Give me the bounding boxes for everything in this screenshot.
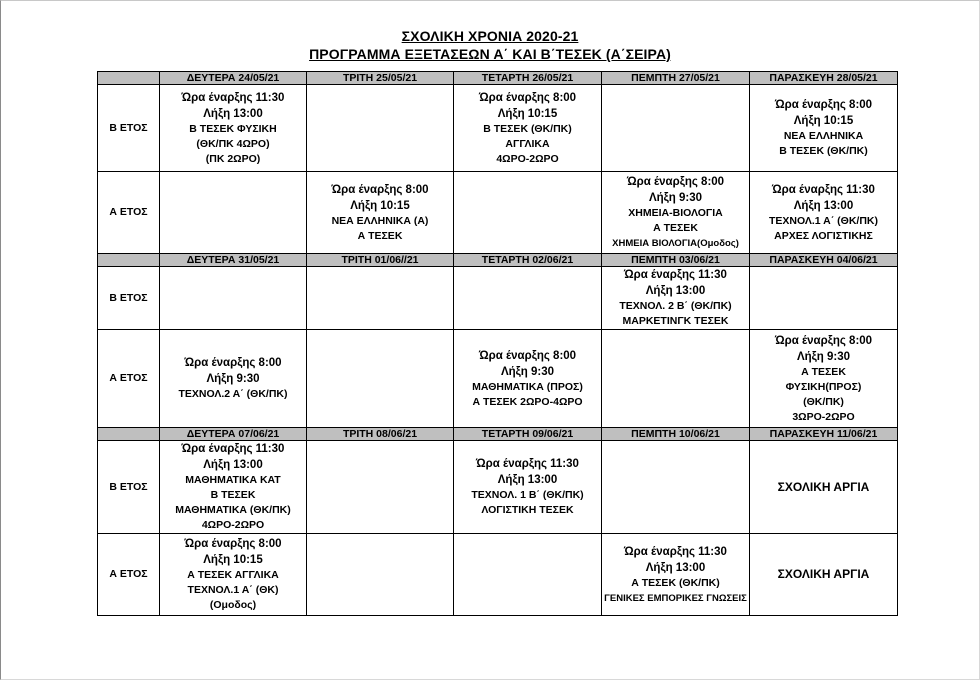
start-time: Ώρα έναρξης 11:30	[624, 269, 727, 281]
exam-detail: ΜΑΘΗΜΑΤΙΚΑ ΚΑΤ	[185, 474, 281, 486]
exam-detail: (ΘΚ/ΠΚ 4ΩΡΟ)	[196, 137, 270, 150]
empty-cell	[602, 85, 750, 172]
exam-cell	[750, 85, 898, 172]
day-header: ΤΕΤΑΡΤΗ 26/05/21	[454, 72, 602, 85]
empty-cell	[750, 267, 898, 330]
start-time: Ώρα έναρξης 8:00	[774, 99, 873, 111]
exam-detail: Β ΤΕΣΕΚ (ΘΚ/ΠΚ)	[779, 145, 868, 157]
table-row	[98, 534, 898, 616]
day-header: ΤΕΤΑΡΤΗ 09/06/21	[454, 428, 602, 441]
exam-detail: ΤΕΧΝΟΛ. 1 Β΄ (ΘΚ/ΠΚ)	[471, 489, 584, 501]
day-header: ΔΕΥΤΕΡΑ 07/06/21	[160, 428, 307, 441]
empty-cell	[307, 441, 454, 534]
day-header: ΔΕΥΤΕΡΑ 24/05/21	[160, 72, 307, 85]
year-label: Β ΕΤΟΣ	[98, 267, 160, 330]
exam-detail: Β ΤΕΣΕΚ (ΘΚ/ΠΚ)	[483, 122, 572, 135]
start-time: Ώρα έναρξης 11:30	[624, 545, 727, 558]
empty-cell	[307, 267, 454, 330]
year-label: Α ΕΤΟΣ	[98, 330, 160, 428]
end-time: Λήξη 13:00	[645, 285, 706, 297]
day-header: ΠΑΡΑΣΚΕΥΗ 04/06/21	[750, 254, 898, 267]
exam-detail: (ΘΚ/ΠΚ)	[803, 395, 844, 408]
exam-detail: ΤΕΧΝΟΛ.1 Α΄ (ΘΚ/ΠΚ)	[769, 214, 878, 227]
exam-cell	[307, 172, 454, 254]
day-header: ΠΕΜΠΤΗ 27/05/21	[602, 72, 750, 85]
exam-detail: ΝΕΑ ΕΛΛΗΝΙΚΑ	[783, 130, 864, 142]
table-row	[98, 85, 898, 172]
exam-detail: (Ομοδος)	[209, 599, 257, 611]
empty-cell	[307, 534, 454, 616]
start-time: Ώρα έναρξης 11:30	[181, 443, 285, 455]
exam-detail: Α ΤΕΣΕΚ	[653, 222, 698, 234]
start-time: Ώρα έναρξης 8:00	[184, 357, 282, 369]
end-time: Λήξη 13:00	[203, 459, 263, 471]
exam-detail: 3ΩΡΟ-2ΩΡΟ	[792, 410, 855, 423]
empty-cell	[160, 172, 307, 254]
end-time: Λήξη 13:00	[645, 561, 706, 574]
start-time: Ώρα έναρξης 8:00	[626, 176, 725, 188]
exam-detail: 4ΩΡΟ-2ΩΡΟ	[496, 152, 559, 165]
exam-detail: ΓΕΝΙΚΕΣ ΕΜΠΟΡΙΚΕΣ ΓΝΩΣΕΙΣ	[604, 592, 747, 604]
empty-cell	[307, 85, 454, 172]
exam-detail: ΝΕΑ ΕΛΛΗΝΙΚΑ (Α)	[331, 214, 429, 227]
day-header-row	[98, 428, 898, 441]
exam-detail: ΜΑΘΗΜΑΤΙΚΑ (ΠΡΟΣ)	[472, 380, 583, 393]
exam-cell	[160, 441, 307, 534]
header-corner-cell	[98, 254, 160, 267]
header-corner-cell	[98, 72, 160, 85]
end-time: Λήξη 9:30	[206, 373, 260, 385]
start-time: Ώρα έναρξης 8:00	[331, 183, 429, 196]
exam-detail: Α ΤΕΣΕΚ	[801, 365, 846, 378]
day-header: ΠΕΜΠΤΗ 10/06/21	[602, 428, 750, 441]
exam-detail: ΜΑΡΚΕΤΙΝΓΚ ΤΕΣΕΚ	[622, 315, 729, 327]
day-header: ΤΡΙΤΗ 08/06/21	[307, 428, 454, 441]
exam-cell	[454, 441, 602, 534]
end-time: Λήξη 10:15	[793, 115, 854, 127]
exam-detail: ΑΡΧΕΣ ΛΟΓΙΣΤΙΚΗΣ	[774, 229, 873, 242]
day-header: ΤΕΤΑΡΤΗ 02/06/21	[454, 254, 602, 267]
empty-cell	[454, 172, 602, 254]
exam-cell	[602, 267, 750, 330]
page-subtitle: ΠΡΟΓΡΑΜΜΑ ΕΞΕΤΑΣΕΩΝ Α΄ ΚΑΙ Β΄ΤΕΣΕΚ (Α΄ΣΕΙΡΑ)	[309, 46, 671, 62]
end-time: Λήξη 13:00	[793, 199, 854, 212]
exam-detail: Β ΤΕΣΕΚ	[210, 489, 256, 501]
day-header: ΠΑΡΑΣΚΕΥΗ 28/05/21	[750, 72, 898, 85]
exam-cell	[160, 534, 307, 616]
table-row	[98, 172, 898, 254]
exam-cell	[160, 85, 307, 172]
exam-cell	[602, 534, 750, 616]
exam-cell	[454, 85, 602, 172]
table-row	[98, 441, 898, 534]
day-header: ΤΡΙΤΗ 01/06//21	[307, 254, 454, 267]
exam-detail: ΤΕΧΝΟΛ. 2 Β΄ (ΘΚ/ΠΚ)	[619, 300, 732, 312]
end-time: Λήξη 10:15	[203, 554, 263, 566]
header-corner-cell	[98, 428, 160, 441]
exam-detail: (ΠΚ 2ΩΡΟ)	[205, 152, 261, 165]
day-header-row	[98, 72, 898, 85]
exam-cell	[750, 330, 898, 428]
holiday-label: ΣΧΟΛΙΚΗ ΑΡΓΙΑ	[777, 479, 870, 494]
exam-cell	[602, 172, 750, 254]
empty-cell	[602, 330, 750, 428]
end-time: Λήξη 9:30	[500, 365, 555, 378]
end-time: Λήξη 10:15	[497, 107, 558, 120]
start-time: Ώρα έναρξης 8:00	[774, 334, 873, 347]
exam-detail: ΤΕΧΝΟΛ.1 Α΄ (ΘΚ)	[187, 584, 279, 596]
start-time: Ώρα έναρξης 11:30	[181, 91, 285, 104]
start-time: Ώρα έναρξης 11:30	[772, 183, 875, 196]
exam-detail: ΜΑΘΗΜΑΤΙΚΑ (ΘΚ/ΠΚ)	[175, 504, 291, 516]
exam-detail: ΧΗΜΕΙΑ-ΒΙΟΛΟΓΙΑ	[628, 207, 723, 219]
year-label: Α ΕΤΟΣ	[98, 172, 160, 254]
day-header: ΠΑΡΑΣΚΕΥΗ 11/06/21	[750, 428, 898, 441]
exam-cell	[750, 441, 898, 534]
exam-schedule-table	[97, 71, 898, 616]
start-time: Ώρα έναρξης 11:30	[476, 458, 579, 470]
page-title: ΣΧΟΛΙΚΗ ΧΡΟΝΙΑ 2020-21	[401, 28, 579, 44]
exam-detail: ΦΥΣΙΚΗ(ΠΡΟΣ)	[785, 380, 862, 393]
exam-detail: Α ΤΕΣΕΚ	[357, 229, 403, 242]
exam-detail: Β ΤΕΣΕΚ ΦΥΣΙΚΗ	[189, 122, 277, 135]
holiday-label: ΣΧΟΛΙΚΗ ΑΡΓΙΑ	[777, 567, 870, 581]
start-time: Ώρα έναρξης 8:00	[478, 349, 577, 362]
end-time: Λήξη 13:00	[203, 107, 263, 120]
exam-cell	[750, 534, 898, 616]
start-time: Ώρα έναρξης 8:00	[478, 91, 577, 104]
exam-detail: ΑΓΓΛΙΚΑ	[505, 137, 550, 150]
empty-cell	[454, 534, 602, 616]
exam-detail: Α ΤΕΣΕΚ 2ΩΡΟ-4ΩΡΟ	[472, 395, 583, 408]
table-row	[98, 267, 898, 330]
end-time: Λήξη 9:30	[648, 192, 703, 204]
end-time: Λήξη 13:00	[497, 474, 558, 486]
year-label: Β ΕΤΟΣ	[98, 441, 160, 534]
exam-detail: ΛΟΓΙΣΤΙΚΗ ΤΕΣΕΚ	[481, 504, 574, 516]
end-time: Λήξη 9:30	[796, 350, 851, 363]
empty-cell	[160, 267, 307, 330]
exam-detail: Α ΤΕΣΕΚ (ΘΚ/ΠΚ)	[631, 576, 720, 589]
day-header-row	[98, 254, 898, 267]
exam-cell	[750, 172, 898, 254]
empty-cell	[454, 267, 602, 330]
table-row	[98, 330, 898, 428]
year-label: Α ΕΤΟΣ	[98, 534, 160, 616]
exam-cell	[454, 330, 602, 428]
exam-detail: Α ΤΕΣΕΚ ΑΓΓΛΙΚΑ	[187, 569, 279, 581]
day-header: ΠΕΜΠΤΗ 03/06/21	[602, 254, 750, 267]
empty-cell	[602, 441, 750, 534]
exam-detail: ΤΕΧΝΟΛ.2 Α΄ (ΘΚ/ΠΚ)	[178, 388, 288, 400]
exam-detail: ΧΗΜΕΙΑ ΒΙΟΛΟΓΙΑ(Ομοδος)	[612, 238, 739, 249]
start-time: Ώρα έναρξης 8:00	[184, 538, 282, 550]
year-label: Β ΕΤΟΣ	[98, 85, 160, 172]
end-time: Λήξη 10:15	[350, 199, 410, 212]
day-header: ΔΕΥΤΕΡΑ 31/05/21	[160, 254, 307, 267]
empty-cell	[307, 330, 454, 428]
day-header: ΤΡΙΤΗ 25/05/21	[307, 72, 454, 85]
exam-detail: 4ΩΡΟ-2ΩΡΟ	[201, 519, 265, 531]
exam-cell	[160, 330, 307, 428]
